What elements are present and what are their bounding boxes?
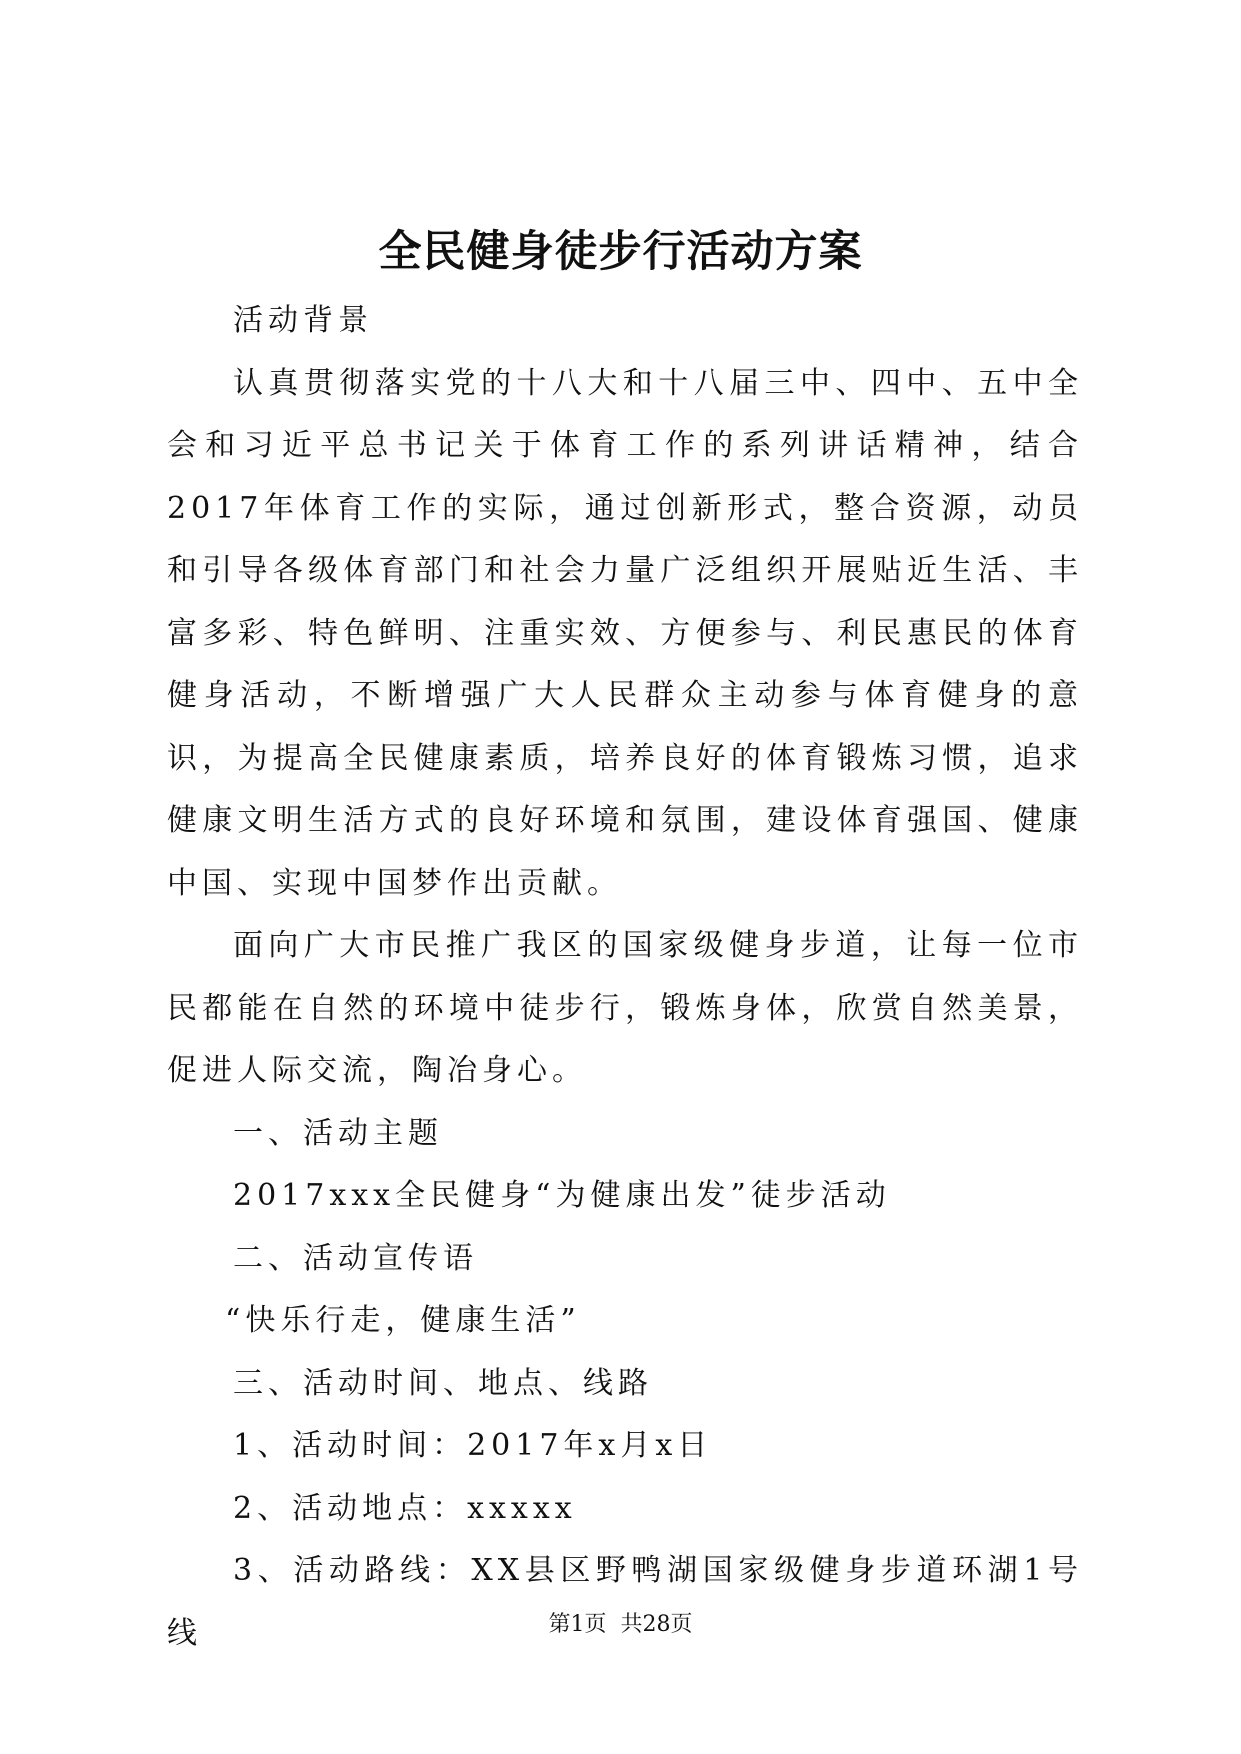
document-body (167, 290, 1083, 1665)
slogan-text: “快乐行走，健康生活” (225, 1303, 581, 1338)
list-item-time: 1、活动时间：2017年x月x日 (233, 1428, 713, 1463)
list-item-route: 3、活动路线：XX县区野鸭湖国家级健身步道环湖1号线 (167, 1553, 1083, 1651)
list-item-place: 2、活动地点：xxxxx (233, 1490, 577, 1526)
body-paragraph-background: 认真贯彻落实党的十八大和十八届三中、四中、五中全会和习近平总书记关于体育工作的系列讲话精神，结合2017年体育工作的实际，通过创新形式，整合资源，动员和引导各级体育部门和社会力量广泛组织开展贴近生活、丰富多彩、特色鲜明、注重实效、方便参与、利民惠民的体育健身活动，不断增强广大人民群众主动参与体育健身的意识，为提高全民健康素质，培养良好的体育锻炼习惯，追求健康文明生活方式的良好环境和氛围，建设体育强国、健康中国、实现中国梦作出贡献。 (167, 365, 1083, 901)
body-paragraph-purpose: 面向广大市民推广我区的国家级健身步道，让每一位市民都能在自然的环境中徒步行，锻炼身体，欣赏自然美景，促进人际交流，陶冶身心。 (167, 928, 1083, 1088)
theme-text: 2017xxx全民健身“为健康出发”徒步活动 (233, 1178, 891, 1213)
page-label-suffix: 页 (670, 1612, 693, 1637)
page-current-number: 1 (570, 1612, 585, 1637)
document-title: 全民健身徒步行活动方案 (378, 227, 863, 277)
page-total-number: 28 (642, 1612, 671, 1637)
page-label-prefix: 第 (548, 1612, 571, 1637)
section-heading-slogan: 二、活动宣传语 (233, 1240, 478, 1276)
page-footer (0, 1610, 1241, 1640)
section-heading-background: 活动背景 (233, 303, 373, 338)
section-heading-time-place-route: 三、活动时间、地点、线路 (233, 1365, 653, 1401)
section-heading-theme: 一、活动主题 (233, 1115, 443, 1151)
page-label-mid: 页 共 (584, 1612, 643, 1637)
